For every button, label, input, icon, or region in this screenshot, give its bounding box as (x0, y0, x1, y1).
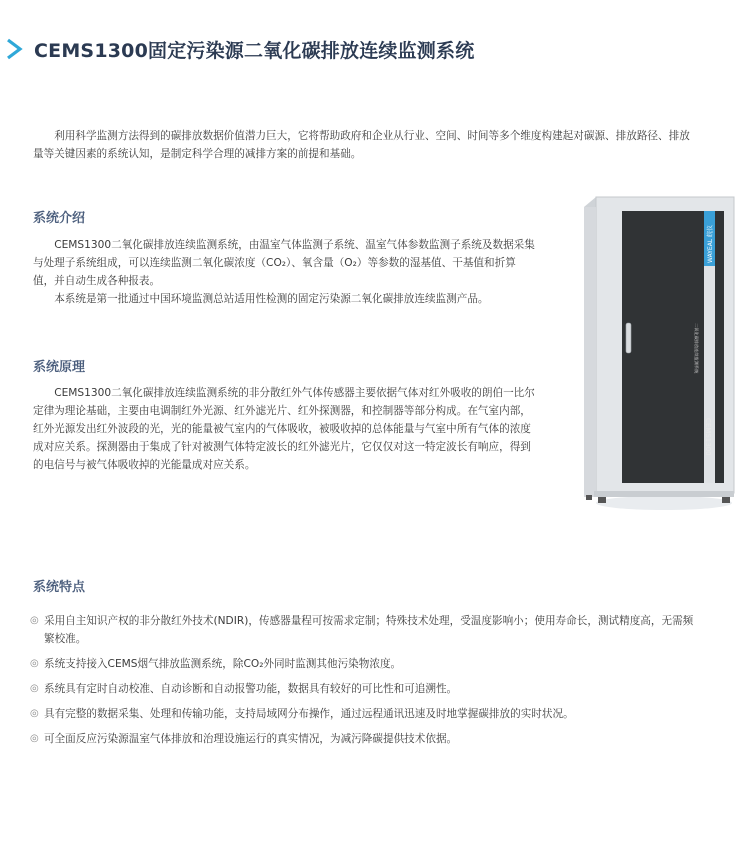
feature-text: 系统支持接入CEMS烟气排放监测系统，除CO₂外同时监测其他污染物浓度。 (44, 658, 402, 670)
play-arrow-icon (6, 38, 24, 60)
feature-text: 系统具有定时自动校准、自动诊断和自动报警功能，数据具有较好的可比性和可追溯性。 (44, 683, 458, 695)
intro-paragraph-1: CEMS1300二氧化碳排放连续监测系统，由温室气体监测子系统、温室气体参数监测子系统及数据采集与处理子系统组成，可以连续监测二氧化碳浓度（CO₂）、氧含量（O₂）等参数的湿基值、干基值和折算值，并自动生成各种报表。 (33, 239, 535, 287)
bullet-icon: ◎ (30, 733, 39, 744)
page-title: CEMS1300固定污染源二氧化碳排放连续监测系统 (34, 39, 475, 62)
bullet-icon: ◎ (30, 658, 39, 669)
cabinet-handle (626, 323, 631, 353)
intro-paragraph: 利用科学监测方法得到的碳排放数据价值潜力巨大，它将帮助政府和企业从行业、空间、时间等多个维度构建起对碳源、排放路径、排放量等关键因素的系统认知，是制定科学合理的减排方案的前提和基础。 (33, 130, 690, 160)
list-item (30, 655, 695, 673)
section-heading-features: 系统特点 (33, 580, 86, 595)
feature-text: 采用自主知识产权的非分散红外技术(NDIR)，传感器量程可按需求定制；特殊技术处理，受温度影响小；使用寿命长，测试精度高，无需频繁校准。 (44, 615, 694, 645)
cabinet-model-label: CEMS1300 (704, 418, 712, 456)
principle-paragraph: CEMS1300二氧化碳排放连续监测系统的非分散红外气体传感器主要依据气体对红外吸收的朗伯一比尔定律为理论基础，主要由电调制红外光源、红外滤光片、红外探测器，和控制器等部分构成。在气室内部，红外光源发出红外波段的光，光的能量被气室内的气体吸收，被吸收掉的总体能量与气室中所有气体的浓度成对应关系。探测器由于集成了针对被测气体特定波长的红外滤光片，它仅仅对这一特定波长有响应，得到的电信号与被气体吸收掉的光能量成对应关系。 (33, 387, 535, 471)
list-item (30, 680, 695, 698)
list-item (30, 612, 695, 648)
list-item (30, 705, 695, 723)
cabinet-side-label: 二氧化碳排放连续监测系统 (694, 323, 699, 374)
bullet-icon: ◎ (30, 708, 39, 719)
intro-paragraph-2: 本系统是第一批通过中国环境监测总站适用性检测的固定污染源二氧化碳排放连续监测产品。 (54, 293, 489, 305)
features-list (30, 612, 695, 755)
title-row (6, 36, 474, 62)
list-item (30, 730, 695, 748)
section-heading-intro: 系统介绍 (33, 211, 86, 226)
section-body-intro (33, 236, 535, 308)
section-heading-principle: 系统原理 (33, 360, 86, 375)
feature-text: 具有完整的数据采集、处理和传输功能，支持局域网分布操作，通过远程通讯迅速及时地掌握碳排放的实时状况。 (44, 708, 574, 720)
cabinet-product-image (578, 193, 738, 513)
feature-text: 可全面反应污染源温室气体排放和治理设施运行的真实情况，为减污降碳提供技术依据。 (44, 733, 458, 745)
bullet-icon: ◎ (30, 615, 39, 626)
bullet-icon: ◎ (30, 683, 39, 694)
cabinet-brand-label: WAYEAL 皖仪 (707, 224, 714, 263)
section-body-principle (33, 384, 535, 474)
